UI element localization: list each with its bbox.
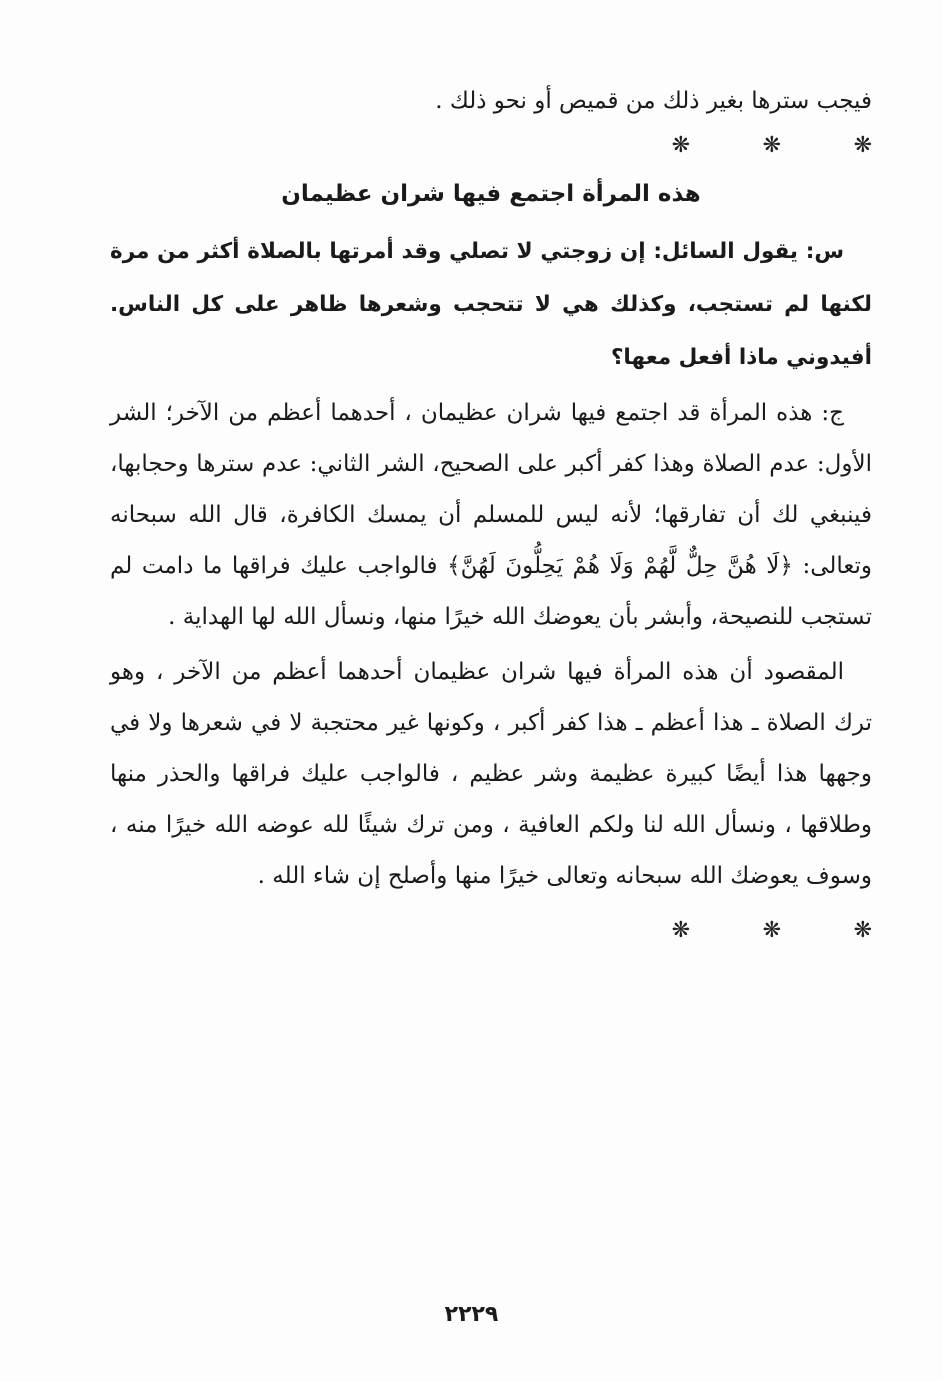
page-content [110, 76, 872, 956]
commentary-paragraph: المقصود أن هذه المرأة فيها شران عظيمان أحدهما أعظم من الآخر ، وهو ترك الصلاة ـ هذا أعظم ـ هذا كفر أكبر ، وكونها غير محتجبة لا في شعرها ولا في وجهها هذا أيضًا كبيرة عظيمة وشر عظيم ، فالواجب عليك فراقها والحذر منها وطلاقها ، ونسأل الله لنا ولكم العافية ، ومن ترك شيئًا لله عوضه الله خيرًا منه ، وسوف يعوضك الله سبحانه وتعالى خيرًا منها وأصلح إن شاء الله . [110, 659, 872, 889]
separator-star-icon: ❋ [671, 133, 690, 158]
separator-star-icon: ❋ [853, 133, 872, 158]
intro-line: فيجب سترها بغير ذلك من قميص أو نحو ذلك . [435, 88, 872, 114]
separator-star-icon: ❋ [671, 918, 690, 943]
separator-bottom [110, 916, 872, 950]
answer-text: ج: هذه المرأة قد اجتمع فيها شران عظيمان ، أحدهما أعظم من الآخر؛ الشر الأول: عدم الصلاة وهذا كفر أكبر على الصحيح، الشر الثاني: عدم سترها وحجابها، فينبغي لك أن تفارقها؛ لأنه ليس للمسلم أن يمسك الكافرة، قال الله سبحانه وتعالى: ﴿لَا هُنَّ حِلٌّ لَّهُمْ وَلَا هُمْ يَحِلُّونَ لَهُنَّ﴾ فالواجب عليك فراقها ما دامت لم تستجب للنصيحة، وأبشر بأن يعوضك الله خيرًا منها، ونسأل الله لها الهداية . [110, 400, 872, 630]
page-number: ٢٢٢٩ [444, 1302, 499, 1327]
separator-star-icon: ❋ [853, 918, 872, 943]
separator-star-icon: ❋ [762, 133, 781, 158]
separator-star-icon: ❋ [762, 918, 781, 943]
separator-top [110, 131, 872, 165]
section-heading: هذه المرأة اجتمع فيها شران عظيمان [281, 181, 701, 207]
question-text: س: يقول السائل: إن زوجتي لا تصلي وقد أمرتها بالصلاة أكثر من مرة لكنها لم تستجب، وكذلك هي لا تتحجب وشعرها ظاهر على كل الناس. أفيدوني ماذا أفعل معها؟ [110, 239, 872, 370]
